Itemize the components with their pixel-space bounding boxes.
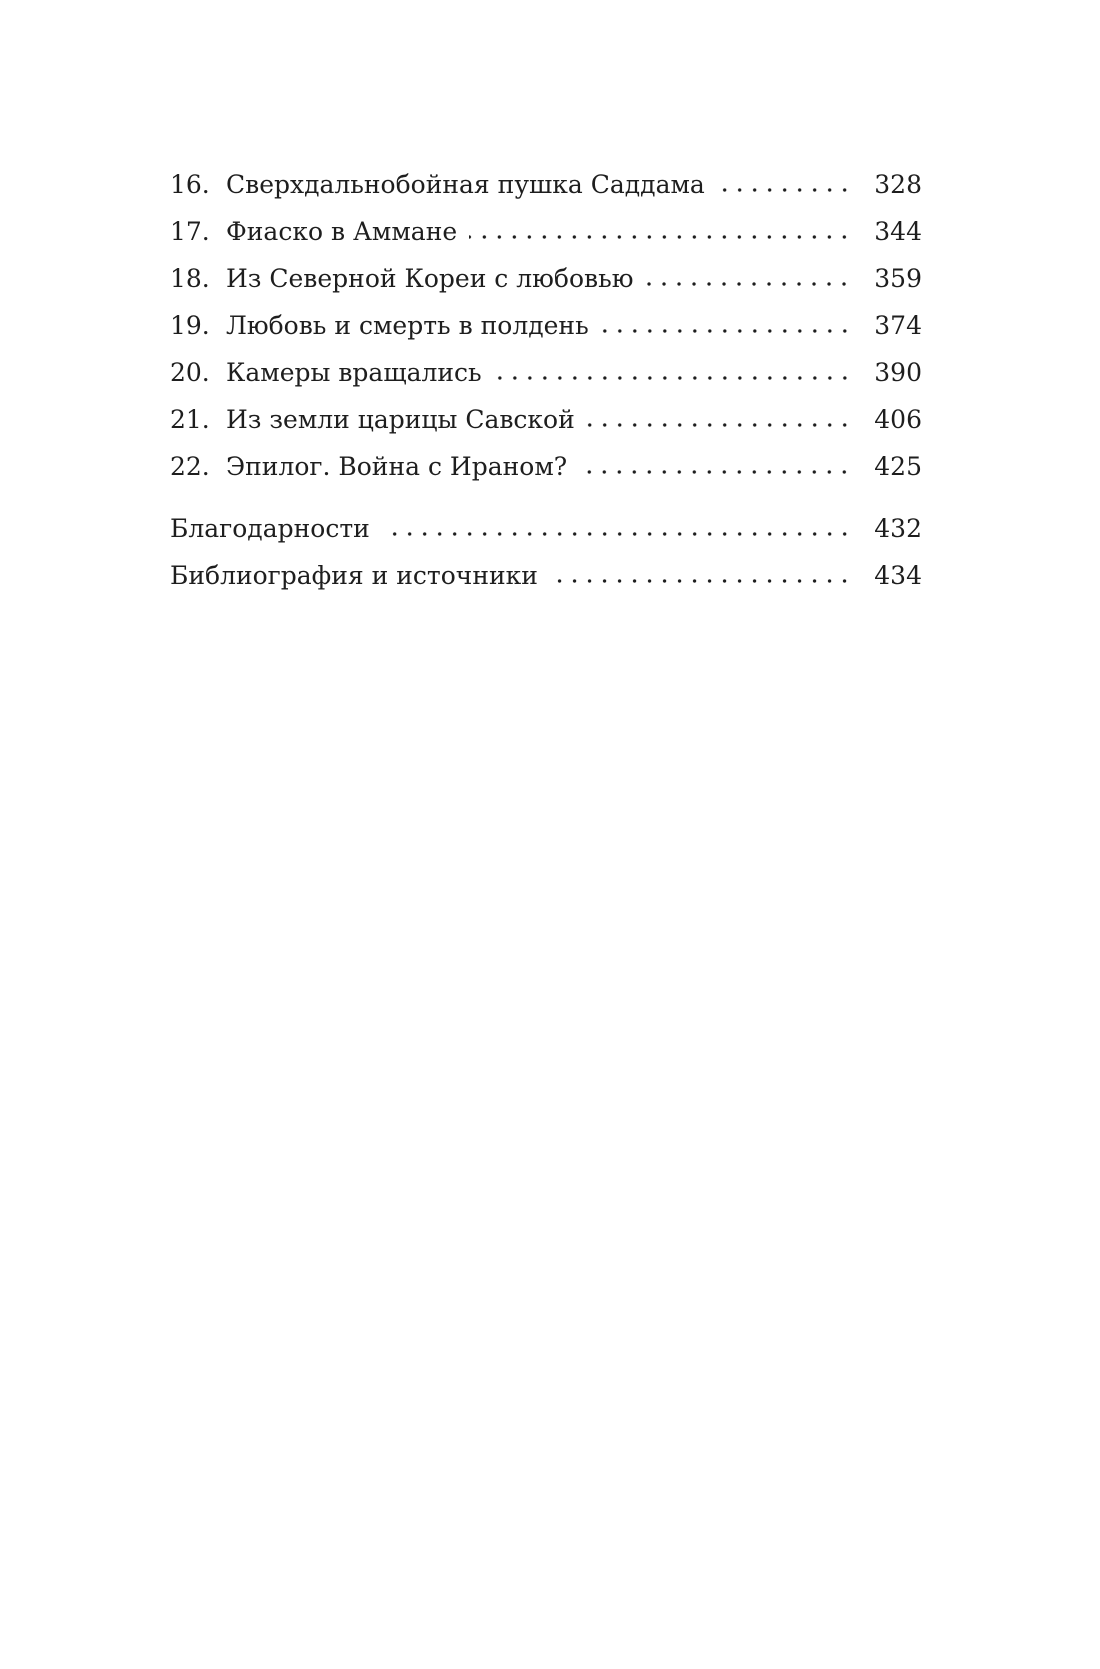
dot-leader: [645, 281, 852, 287]
chapter-title: Сверхдальнобойная пушка Саддама: [226, 170, 705, 199]
page-number: 406: [874, 405, 922, 434]
dot-leader: [469, 234, 852, 240]
chapter-title: Из земли царицы Савской: [226, 405, 575, 434]
toc-entry: [170, 172, 922, 198]
chapter-title: Любовь и смерть в полдень: [226, 311, 589, 340]
dot-leader: [717, 187, 852, 193]
toc-entry: [170, 454, 922, 480]
chapter-number: 17.: [170, 217, 210, 246]
page-number: 425: [874, 452, 922, 481]
page-number: 344: [874, 217, 922, 246]
page-number: 328: [874, 170, 922, 199]
chapter-number: 20.: [170, 358, 210, 387]
page-number: 359: [874, 264, 922, 293]
dot-leader: [382, 531, 852, 537]
chapter-number: 18.: [170, 264, 210, 293]
dot-leader: [587, 422, 852, 428]
dot-leader: [550, 578, 852, 584]
toc-entry: [170, 313, 922, 339]
dot-leader: [494, 375, 852, 381]
chapter-title: Камеры вращались: [226, 358, 482, 387]
table-of-contents: [170, 172, 922, 610]
back-matter-section: [170, 516, 922, 589]
chapter-number: 16.: [170, 170, 210, 199]
toc-entry: [170, 360, 922, 386]
chapter-number: 21.: [170, 405, 210, 434]
page-number: 432: [874, 514, 922, 543]
chapter-number: 22.: [170, 452, 210, 481]
toc-entry: [170, 563, 922, 589]
toc-entry: [170, 219, 922, 245]
page-number: 390: [874, 358, 922, 387]
toc-entry: [170, 407, 922, 433]
section-title: Благодарности: [170, 514, 370, 543]
page-number: 434: [874, 561, 922, 590]
section-title: Библиография и источники: [170, 561, 538, 590]
dot-leader: [601, 328, 852, 334]
toc-entry: [170, 266, 922, 292]
chapter-title: Эпилог. Война с Ираном?: [226, 452, 568, 481]
dot-leader: [579, 469, 852, 475]
chapter-number: 19.: [170, 311, 210, 340]
chapter-title: Фиаско в Аммане: [226, 217, 458, 246]
toc-entry: [170, 516, 922, 542]
page-number: 374: [874, 311, 922, 340]
chapter-title: Из Северной Кореи с любовью: [226, 264, 634, 293]
